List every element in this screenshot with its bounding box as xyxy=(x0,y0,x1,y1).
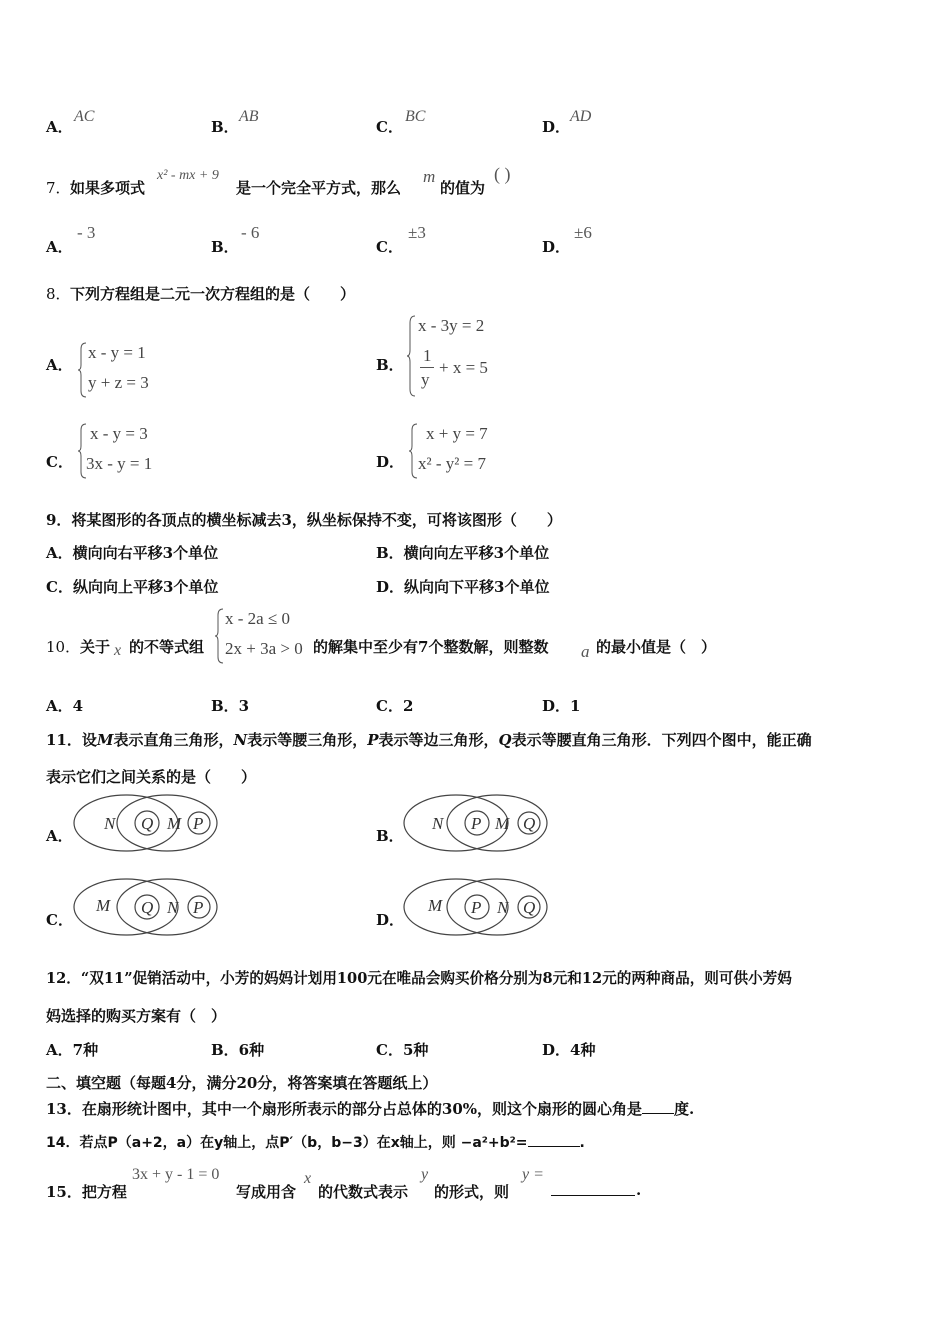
q8-option-c-line-2: 3x - y = 1 xyxy=(86,454,153,473)
q14-text-2: . xyxy=(579,1135,585,1151)
venn-label: M xyxy=(495,814,510,833)
q10-number: 10． xyxy=(46,638,81,656)
q11-option-b-letter: B． xyxy=(376,827,404,845)
venn-label: Q xyxy=(523,814,536,833)
q7-text-2: 是一个完全平方式，那么 xyxy=(236,179,402,197)
q8-option-c-letter: C． xyxy=(46,453,73,471)
q7-option-b-expr: - 6 xyxy=(241,223,260,242)
q8-option-a-line-2: y + z = 3 xyxy=(88,373,149,392)
q12-option-d: D．4种 xyxy=(542,1041,596,1059)
q13-text-2: 度. xyxy=(674,1100,695,1118)
q8-option-a-line-1: x - y = 1 xyxy=(88,343,146,362)
venn-label: M xyxy=(96,896,111,915)
q7-option-c-letter: C． xyxy=(376,238,403,256)
q11-var-p: P xyxy=(367,731,379,749)
q11-prefix: 11．设 xyxy=(46,731,97,749)
venn-label: P xyxy=(193,898,204,917)
venn-label: M xyxy=(167,814,182,833)
venn-label: Q xyxy=(141,814,154,833)
venn-label: Q xyxy=(141,898,154,917)
q11-option-d-letter: D． xyxy=(376,911,405,929)
q7-answer-paren: ( ) xyxy=(494,164,511,184)
q8-option-d-line-1: x + y = 7 xyxy=(426,424,488,443)
q6-option-b-letter: B． xyxy=(211,118,239,136)
q12-line-2: 妈选择的购买方案有（ ） xyxy=(46,1007,227,1025)
q11-option-c-venn xyxy=(72,876,222,938)
q8-option-a-system xyxy=(78,341,188,399)
q11-option-b-venn xyxy=(402,792,552,854)
q7-option-c-expr: ±3 xyxy=(408,223,426,242)
q7-option-b-letter: B． xyxy=(211,238,239,256)
venn-label: N xyxy=(497,898,509,917)
q8-option-b-fraction-num: 1 xyxy=(423,346,432,365)
q8-option-b-line-2-rest: + x = 5 xyxy=(439,358,488,377)
q11-var-m: M xyxy=(96,731,114,749)
q15-end: . xyxy=(636,1181,642,1199)
q8-text: 下列方程组是二元一次方程组的是（ ） xyxy=(70,285,356,303)
q15-text-3: 的代数式表示 xyxy=(318,1183,409,1201)
q7-var-m: m xyxy=(423,167,436,186)
q14-line xyxy=(46,1132,585,1152)
q8-option-b-system xyxy=(407,314,527,398)
q15-var-y: y xyxy=(421,1166,429,1183)
q11-option-a-venn xyxy=(72,792,222,854)
q10-text-2: 的不等式组 xyxy=(129,638,205,656)
fraction-bar xyxy=(420,367,434,368)
q15-text-4: 的形式，则 xyxy=(434,1183,510,1201)
q15-text-2: 写成用含 xyxy=(236,1183,297,1201)
q8-option-d-letter: D． xyxy=(376,453,405,471)
q12-option-c: C．5种 xyxy=(376,1041,429,1059)
q11-text-4: 表示等腰直角三角形．下列四个图中，能正确 xyxy=(511,731,812,749)
q6-option-d-letter: D． xyxy=(542,118,571,136)
q10-text-3: 的解集中至少有7个整数解，则整数 xyxy=(313,638,549,656)
q11-var-q: Q xyxy=(498,731,512,749)
q11-option-c-letter: C． xyxy=(46,911,73,929)
q8-option-b-line-1: x - 3y = 2 xyxy=(418,316,485,335)
q9-option-b: B．横向向左平移3个单位 xyxy=(376,544,550,562)
q7-polynomial: x² - mx + 9 xyxy=(157,168,219,183)
q8-number: 8． xyxy=(46,285,71,303)
venn-label: N xyxy=(432,814,444,833)
venn-label: N xyxy=(104,814,116,833)
q15-var-x: x xyxy=(304,1170,312,1187)
q13-answer-blank[interactable] xyxy=(642,1099,674,1114)
q15-equation: 3x + y - 1 = 0 xyxy=(132,1166,220,1183)
q11-option-d-venn xyxy=(402,876,552,938)
q9-option-d: D．纵向向下平移3个单位 xyxy=(376,578,550,596)
q10-inequality-system xyxy=(215,607,315,665)
q7-option-d-letter: D． xyxy=(542,238,571,256)
q12-option-a: A．7种 xyxy=(46,1041,99,1059)
q10-option-d: D．1 xyxy=(542,697,581,715)
q13-text-1: 13．在扇形统计图中，其中一个扇形所表示的部分占总体的30%，则这个扇形的圆心角是 xyxy=(46,1100,643,1118)
q8-option-a-letter: A． xyxy=(46,356,73,374)
q6-option-a-letter: A． xyxy=(46,118,73,136)
q9-text: 9．将某图形的各顶点的横坐标减去3，纵坐标保持不变，可将该图形（ ） xyxy=(46,511,562,529)
q10-var-x: x xyxy=(114,642,122,659)
venn-label: P xyxy=(471,814,482,833)
venn-label: Q xyxy=(523,898,536,917)
q11-var-n: N xyxy=(233,731,248,749)
q11-line-1 xyxy=(46,729,812,750)
q7-number: 7． xyxy=(46,179,71,197)
q7-text-3: 的值为 xyxy=(440,179,486,197)
q15-lhs: y = xyxy=(522,1166,544,1183)
q6-option-a-expr: AC xyxy=(74,108,95,125)
brace-icon xyxy=(407,314,417,398)
q9-option-a: A．横向向右平移3个单位 xyxy=(46,544,219,562)
q8-option-b-letter: B． xyxy=(376,356,404,374)
q8-option-d-line-2: x² - y² = 7 xyxy=(418,454,486,473)
venn-label: M xyxy=(428,896,443,915)
q7-option-a-expr: - 3 xyxy=(77,223,96,242)
q6-option-c-expr: BC xyxy=(405,108,426,125)
venn-label: N xyxy=(167,898,179,917)
q10-option-a: A．4 xyxy=(46,697,84,715)
q8-option-d-system xyxy=(409,422,519,480)
q8-option-b-fraction-den: y xyxy=(421,370,430,389)
q10-inequality-line-1: x - 2a ≤ 0 xyxy=(225,609,291,628)
q6-option-c-letter: C． xyxy=(376,118,403,136)
q7-option-d-expr: ±6 xyxy=(574,223,592,242)
q11-option-a-letter: A． xyxy=(46,827,73,845)
q7-text-1: 如果多项式 xyxy=(70,179,146,197)
q14-text-1: 14．若点P（a+2，a）在y轴上，点P′（b，b−3）在x轴上，则 −a²+b²= xyxy=(46,1135,528,1151)
q15-text-1: 15．把方程 xyxy=(46,1183,127,1201)
q8-option-c-line-1: x - y = 3 xyxy=(90,424,148,443)
q12-option-b: B．6种 xyxy=(211,1041,265,1059)
q13-line xyxy=(46,1098,694,1119)
venn-label: P xyxy=(193,814,204,833)
q9-option-c: C．纵向向上平移3个单位 xyxy=(46,578,219,596)
q10-var-a: a xyxy=(581,642,590,661)
q11-text-1: 表示直角三角形， xyxy=(113,731,234,749)
section-2-title: 二、填空题（每题4分，满分20分，将答案填在答题纸上） xyxy=(46,1074,438,1092)
q12-line-1: 12．“双11”促销活动中，小芳的妈妈计划用100元在唯品会购买价格分别为8元和12元的两种商品，则可供小芳妈 xyxy=(46,970,792,987)
q11-line-2: 表示它们之间关系的是（ ） xyxy=(46,768,257,786)
q8-option-c-system xyxy=(78,422,188,480)
q11-text-3: 表示等边三角形， xyxy=(378,731,499,749)
q14-answer-blank[interactable] xyxy=(528,1132,580,1147)
venn-label: P xyxy=(471,898,482,917)
q10-text-4: 的最小值是（ ） xyxy=(596,638,717,656)
brace-icon xyxy=(215,607,225,665)
q11-text-2: 表示等腰三角形， xyxy=(247,731,368,749)
brace-icon xyxy=(78,341,88,399)
q6-option-b-expr: AB xyxy=(239,108,259,125)
q10-inequality-line-2: 2x + 3a > 0 xyxy=(225,639,303,658)
q7-option-a-letter: A． xyxy=(46,238,73,256)
q6-option-d-expr: AD xyxy=(570,108,592,125)
q10-option-b: B．3 xyxy=(211,697,250,715)
q10-option-c: C．2 xyxy=(376,697,414,715)
q10-text-1: 关于 xyxy=(80,638,111,656)
q15-answer-blank[interactable] xyxy=(551,1181,635,1196)
